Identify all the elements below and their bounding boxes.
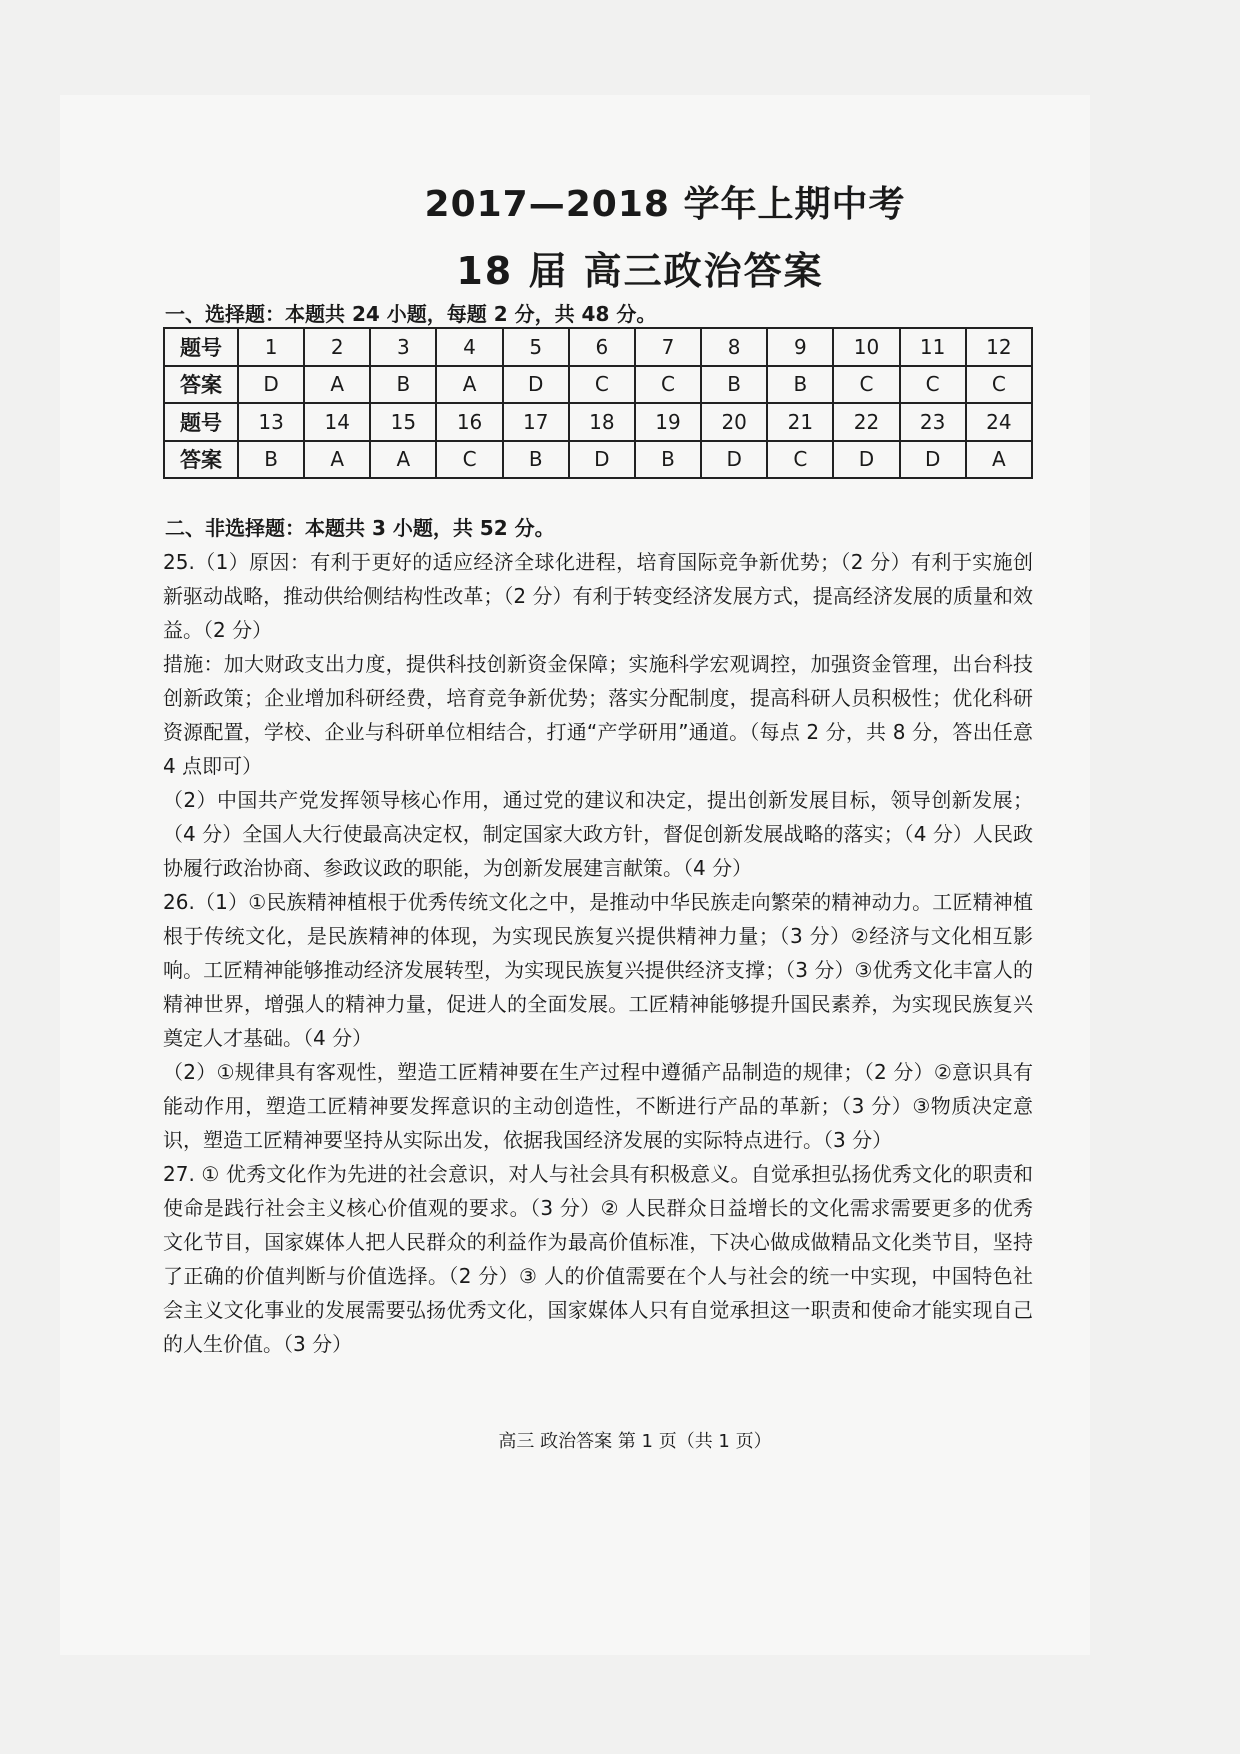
question-number: 18 (569, 403, 635, 441)
question-number: 9 (767, 328, 833, 366)
answer-cell: D (569, 441, 635, 479)
answer-cell: B (370, 366, 436, 404)
question-number: 24 (966, 403, 1032, 441)
question-number: 10 (833, 328, 899, 366)
section2-heading: 二、非选择题：本题共 3 小题，共 52 分。 (165, 516, 555, 540)
question-number: 17 (503, 403, 569, 441)
answer-cell: D (503, 366, 569, 404)
answer-body (163, 545, 1033, 1361)
question-number: 20 (701, 403, 767, 441)
question-number: 12 (966, 328, 1032, 366)
table-row-questions-2 (164, 403, 1032, 441)
answer-cell: B (635, 441, 701, 479)
answer-cell: C (436, 441, 502, 479)
table-row-questions-1 (164, 328, 1032, 366)
question-number: 21 (767, 403, 833, 441)
table-row-answers-2 (164, 441, 1032, 479)
question-number: 8 (701, 328, 767, 366)
question-number: 15 (370, 403, 436, 441)
question-number: 7 (635, 328, 701, 366)
answer-cell: A (436, 366, 502, 404)
question-number: 16 (436, 403, 502, 441)
answer-cell: B (701, 366, 767, 404)
answer-cell: A (304, 366, 370, 404)
row-label-question: 题号 (164, 403, 238, 441)
table-row-answers-1 (164, 366, 1032, 404)
row-label-answer: 答案 (164, 441, 238, 479)
answer-cell: A (966, 441, 1032, 479)
answer-cell: C (767, 441, 833, 479)
exam-subtitle: 18 届 高三政治答案 (456, 249, 824, 293)
question-number: 14 (304, 403, 370, 441)
section1-heading: 一、选择题：本题共 24 小题，每题 2 分，共 48 分。 (165, 302, 657, 326)
paragraph-26-2: （2）①规律具有客观性，塑造工匠精神要在生产过程中遵循产品制造的规律；（2 分）②意识具有能动作用，塑造工匠精神要发挥意识的主动创造性，不断进行产品的革新；（3 分）③物质决定意识，塑造工匠精神要坚持从实际出发，依据我国经济发展的实际特点进行。（3 分） (163, 1060, 1033, 1152)
answer-cell: D (833, 441, 899, 479)
paragraph-26-1: 26.（1）①民族精神植根于优秀传统文化之中，是推动中华民族走向繁荣的精神动力。工匠精神植根于传统文化，是民族精神的体现，为实现民族复兴提供精神力量；（3 分）②经济与文化相互影响。工匠精神能够推动经济发展转型，为实现民族复兴提供经济支撑；（3 分）③优秀文化丰富人的精神世界，增强人的精神力量，促进人的全面发展。工匠精神能够提升国民素养，为实现民族复兴奠定人才基础。（4 分） (163, 890, 1033, 1050)
paragraph-27: 27. ① 优秀文化作为先进的社会意识，对人与社会具有积极意义。自觉承担弘扬优秀文化的职责和使命是践行社会主义核心价值观的要求。（3 分）② 人民群众日益增长的文化需求需要更多的优秀文化节目，国家媒体人把人民群众的利益作为最高价值标准，下决心做成做精品文化类节目，坚持了正确的价值判断与价值选择。（2 分）③ 人的价值需要在个人与社会的统一中实现，中国特色社会主义文化事业的发展需要弘扬优秀文化，国家媒体人只有自觉承担这一职责和使命才能实现自己的人生价值。（3 分） (163, 1162, 1033, 1356)
answer-cell: D (900, 441, 966, 479)
question-number: 23 (900, 403, 966, 441)
question-number: 2 (304, 328, 370, 366)
answer-cell: C (966, 366, 1032, 404)
answer-cell: C (833, 366, 899, 404)
question-number: 13 (238, 403, 304, 441)
exam-title: 2017—2018 学年上期中考 (424, 184, 906, 225)
question-number: 1 (238, 328, 304, 366)
paragraph-25-2: （2）中国共产党发挥领导核心作用，通过党的建议和决定，提出创新发展目标，领导创新发展；（4 分）全国人大行使最高决定权，制定国家大政方针，督促创新发展战略的落实；（4 分）人民政协履行政治协商、参政议政的职能，为创新发展建言献策。（4 分） (163, 788, 1033, 880)
question-number: 3 (370, 328, 436, 366)
paragraph-25-measures: 措施：加大财政支出力度，提供科技创新资金保障；实施科学宏观调控，加强资金管理，出台科技创新政策；企业增加科研经费，培育竞争新优势；落实分配制度，提高科研人员积极性；优化科研资源配置，学校、企业与科研单位相结合，打通“产学研用”通道。（每点 2 分，共 8 分，答出任意 4 点即可） (163, 652, 1033, 778)
answer-cell: A (304, 441, 370, 479)
answer-table (163, 327, 1033, 479)
answer-cell: C (635, 366, 701, 404)
question-number: 6 (569, 328, 635, 366)
answer-cell: B (767, 366, 833, 404)
page-footer: 高三 政治答案 第 1 页（共 1 页） (498, 1431, 772, 1452)
answer-cell: B (238, 441, 304, 479)
answer-cell: C (900, 366, 966, 404)
question-number: 11 (900, 328, 966, 366)
answer-cell: B (503, 441, 569, 479)
paragraph-25-1: 25.（1）原因：有利于更好的适应经济全球化进程，培育国际竞争新优势；（2 分）有利于实施创新驱动战略，推动供给侧结构性改革；（2 分）有利于转变经济发展方式，提高经济发展的质量和效益。（2 分） (163, 550, 1033, 642)
answer-cell: A (370, 441, 436, 479)
row-label-question: 题号 (164, 328, 238, 366)
question-number: 5 (503, 328, 569, 366)
row-label-answer: 答案 (164, 366, 238, 404)
question-number: 22 (833, 403, 899, 441)
answer-cell: C (569, 366, 635, 404)
answer-cell: D (238, 366, 304, 404)
question-number: 19 (635, 403, 701, 441)
question-number: 4 (436, 328, 502, 366)
answer-cell: D (701, 441, 767, 479)
